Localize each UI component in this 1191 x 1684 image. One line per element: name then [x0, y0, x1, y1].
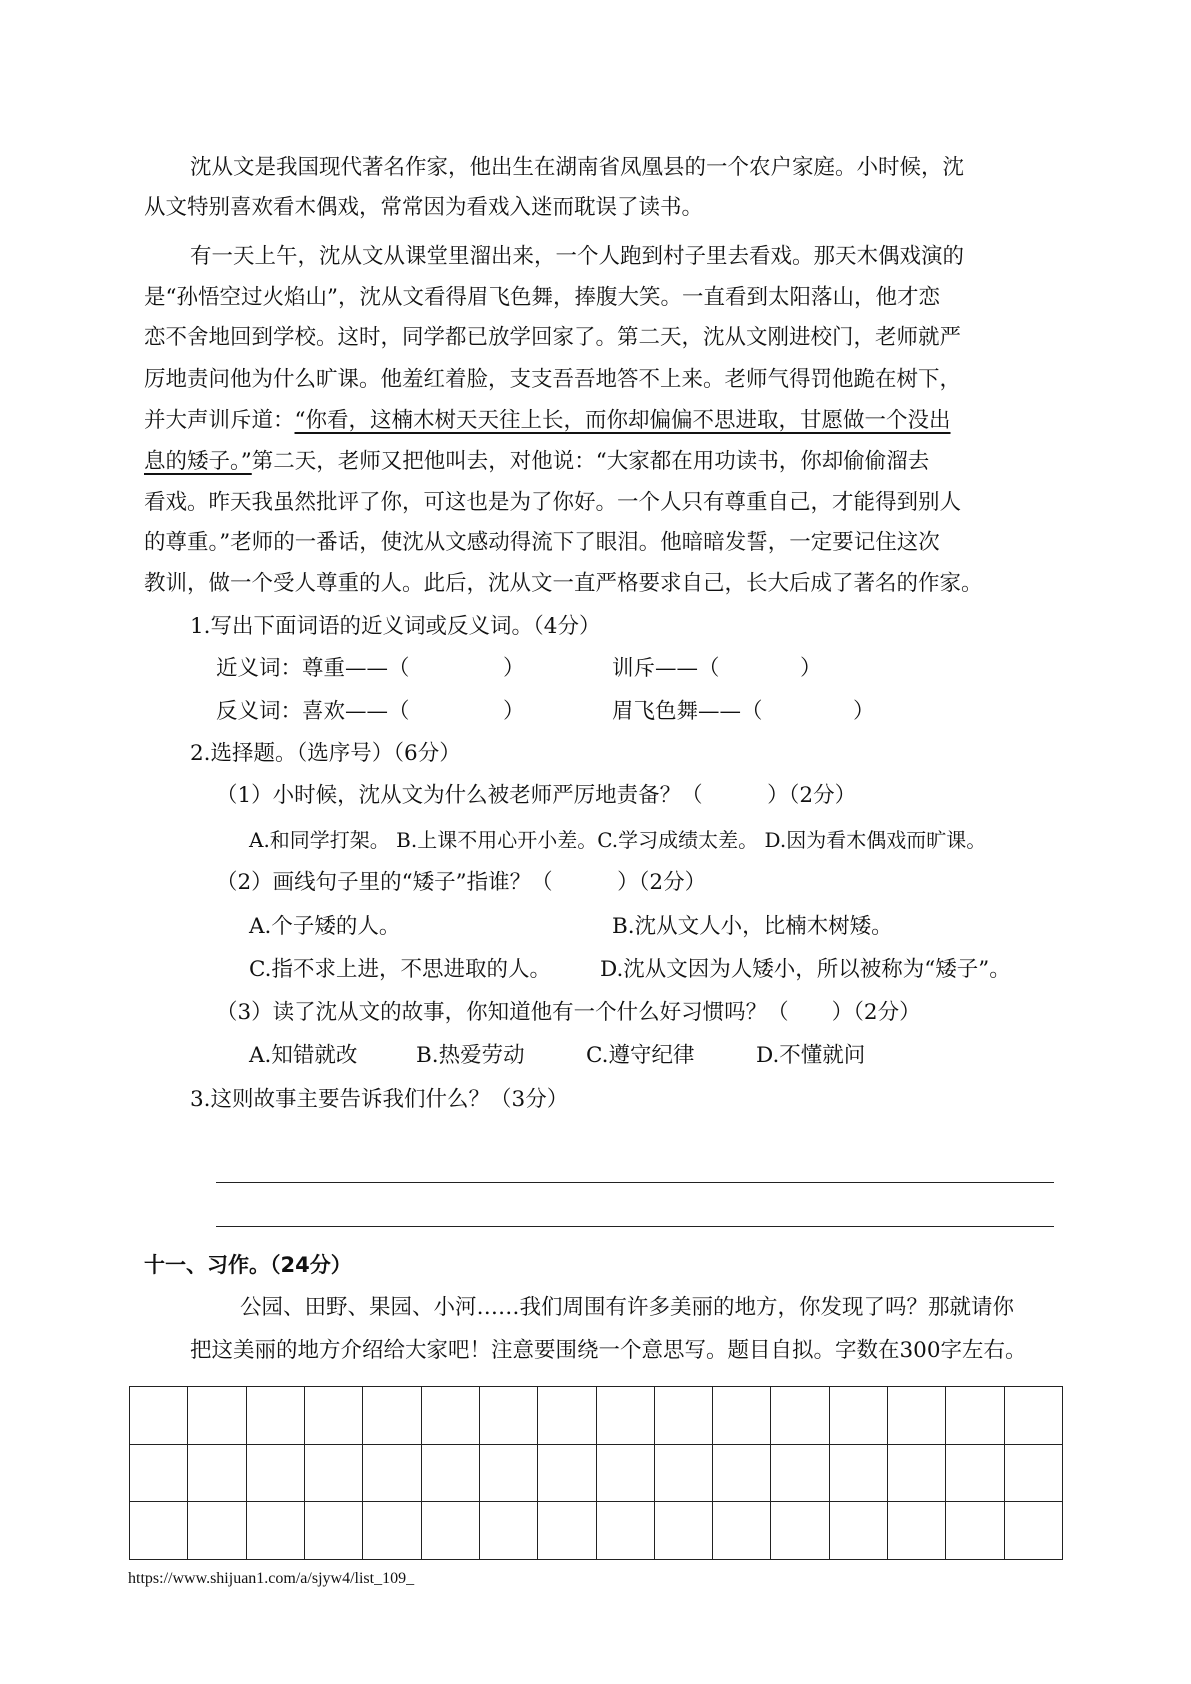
grid-cell[interactable]	[480, 1387, 538, 1445]
grid-cell[interactable]	[363, 1387, 421, 1445]
q1-synonym-1-close: ）	[503, 656, 525, 681]
grid-cell[interactable]	[422, 1445, 480, 1503]
grid-cell[interactable]	[946, 1445, 1004, 1503]
q1-title: 1.写出下面词语的近义词或反义词。（4分）	[190, 614, 601, 639]
grid-cell[interactable]	[830, 1387, 888, 1445]
writing-grid[interactable]	[129, 1386, 1063, 1560]
grid-cell[interactable]	[130, 1387, 188, 1445]
q2-sub3-option-b: B.热爱劳动	[416, 1043, 525, 1068]
answer-line-1[interactable]	[216, 1182, 1054, 1183]
grid-cell[interactable]	[713, 1387, 771, 1445]
grid-cell[interactable]	[888, 1502, 946, 1560]
grid-cell[interactable]	[655, 1502, 713, 1560]
grid-cell[interactable]	[538, 1387, 596, 1445]
q3-title: 3.这则故事主要告诉我们什么？（3分）	[190, 1087, 569, 1112]
passage-line-1: 沈从文是我国现代著名作家，他出生在湖南省凤凰县的一个农户家庭。小时候，沈	[190, 155, 965, 180]
q2-sub3: （3）读了沈从文的故事，你知道他有一个什么好习惯吗？（ ）（2分）	[216, 1000, 921, 1025]
underlined-sentence-part-1: “你看，这楠木树天天往上长，而你却偏偏不思进取，甘愿做一个没出	[294, 408, 951, 433]
passage-line-7-text: 并大声训斥道：	[144, 408, 295, 433]
grid-cell[interactable]	[305, 1502, 363, 1560]
grid-cell[interactable]	[188, 1445, 246, 1503]
grid-cell[interactable]	[247, 1502, 305, 1560]
q2-title: 2.选择题。（选序号）（6分）	[190, 741, 461, 766]
passage-line-6: 厉地责问他为什么旷课。他羞红着脸，支支吾吾地答不上来。老师气得罚他跪在树下，	[144, 367, 962, 392]
grid-cell[interactable]	[655, 1445, 713, 1503]
grid-cell[interactable]	[713, 1502, 771, 1560]
grid-cell[interactable]	[888, 1387, 946, 1445]
grid-cell[interactable]	[597, 1445, 655, 1503]
grid-cell[interactable]	[655, 1387, 713, 1445]
section-11-prompt-line-1: 公园、田野、果园、小河……我们周围有许多美丽的地方，你发现了吗？那就请你	[240, 1295, 1015, 1320]
grid-cell[interactable]	[305, 1387, 363, 1445]
grid-cell[interactable]	[1005, 1502, 1063, 1560]
q2-sub1: （1）小时候，沈从文为什么被老师严厉地责备？（ ）（2分）	[216, 783, 857, 808]
section-11-prompt-line-2: 把这美丽的地方介绍给大家吧！注意要围绕一个意思写。题目自拟。字数在300字左右。	[190, 1338, 1027, 1363]
passage-line-8	[144, 447, 929, 477]
q1-antonym-2-close: ）	[853, 699, 875, 724]
grid-cell[interactable]	[597, 1502, 655, 1560]
footer-url: https://www.shijuan1.com/a/sjyw4/list_109_	[128, 1570, 415, 1587]
grid-cell[interactable]	[480, 1445, 538, 1503]
grid-cell[interactable]	[597, 1387, 655, 1445]
grid-cell[interactable]	[130, 1445, 188, 1503]
q2-sub3-option-d: D.不懂就问	[756, 1043, 866, 1068]
grid-cell[interactable]	[538, 1445, 596, 1503]
grid-cell[interactable]	[130, 1502, 188, 1560]
passage-line-4: 是“孙悟空过火焰山”，沈从文看得眉飞色舞，捧腹大笑。一直看到太阳落山，他才恋	[144, 285, 940, 310]
grid-cell[interactable]	[946, 1387, 1004, 1445]
q1-synonym-2-close: ）	[800, 656, 822, 681]
q2-sub1-options: A.和同学打架。 B.上课不用心开小差。C.学习成绩太差。 D.因为看木偶戏而旷课。	[249, 828, 987, 852]
grid-cell[interactable]	[830, 1445, 888, 1503]
q2-sub2: （2）画线句子里的“矮子”指谁？（ ）（2分）	[216, 870, 707, 895]
grid-cell[interactable]	[713, 1445, 771, 1503]
q2-sub2-option-c: C.指不求上进，不思进取的人。	[249, 957, 552, 982]
grid-cell[interactable]	[480, 1502, 538, 1560]
passage-line-10: 的尊重。”老师的一番话，使沈从文感动得流下了眼泪。他暗暗发誓，一定要记住这次	[144, 530, 940, 555]
underlined-sentence-part-2: 息的矮子。”	[144, 449, 252, 474]
grid-cell[interactable]	[363, 1502, 421, 1560]
grid-cell[interactable]	[538, 1502, 596, 1560]
q2-sub2-option-a: A.个子矮的人。	[249, 914, 401, 939]
answer-line-2[interactable]	[216, 1226, 1054, 1227]
q1-antonym-2: 眉飞色舞——（	[612, 699, 763, 724]
grid-cell[interactable]	[188, 1387, 246, 1445]
q1-antonym-1: 反义词：喜欢——（	[216, 699, 410, 724]
q2-sub2-option-b: B.沈从文人小，比楠木树矮。	[612, 914, 893, 939]
grid-cell[interactable]	[247, 1387, 305, 1445]
passage-line-11: 教训，做一个受人尊重的人。此后，沈从文一直严格要求自己，长大后成了著名的作家。	[144, 571, 983, 596]
grid-cell[interactable]	[422, 1387, 480, 1445]
grid-cell[interactable]	[771, 1502, 829, 1560]
grid-cell[interactable]	[771, 1387, 829, 1445]
passage-line-7	[144, 406, 951, 436]
q2-sub3-option-c: C.遵守纪律	[586, 1043, 695, 1068]
grid-cell[interactable]	[946, 1502, 1004, 1560]
grid-cell[interactable]	[771, 1445, 829, 1503]
passage-line-9: 看戏。昨天我虽然批评了你，可这也是为了你好。一个人只有尊重自己，才能得到别人	[144, 490, 962, 515]
grid-cell[interactable]	[1005, 1445, 1063, 1503]
q1-antonym-1-close: ）	[503, 699, 525, 724]
passage-line-5: 恋不舍地回到学校。这时，同学都已放学回家了。第二天，沈从文刚进校门，老师就严	[144, 325, 962, 350]
q2-sub2-option-d: D.沈从文因为人矮小，所以被称为“矮子”。	[600, 957, 1011, 982]
grid-cell[interactable]	[1005, 1387, 1063, 1445]
section-11-heading: 十一、习作。（24分）	[144, 1253, 352, 1277]
grid-cell[interactable]	[247, 1445, 305, 1503]
q1-synonym-1: 近义词：尊重——（	[216, 656, 410, 681]
passage-line-8-text: 第二天，老师又把他叫去，对他说：“大家都在用功读书，你却偷偷溜去	[251, 449, 930, 474]
q1-synonym-2: 训斥——（	[612, 656, 720, 681]
grid-cell[interactable]	[830, 1502, 888, 1560]
grid-cell[interactable]	[422, 1502, 480, 1560]
passage-line-3: 有一天上午，沈从文从课堂里溜出来，一个人跑到村子里去看戏。那天木偶戏演的	[190, 244, 965, 269]
grid-cell[interactable]	[305, 1445, 363, 1503]
q2-sub3-option-a: A.知错就改	[249, 1043, 358, 1068]
grid-cell[interactable]	[888, 1445, 946, 1503]
grid-cell[interactable]	[188, 1502, 246, 1560]
passage-line-2: 从文特别喜欢看木偶戏，常常因为看戏入迷而耽误了读书。	[144, 195, 704, 220]
grid-cell[interactable]	[363, 1445, 421, 1503]
